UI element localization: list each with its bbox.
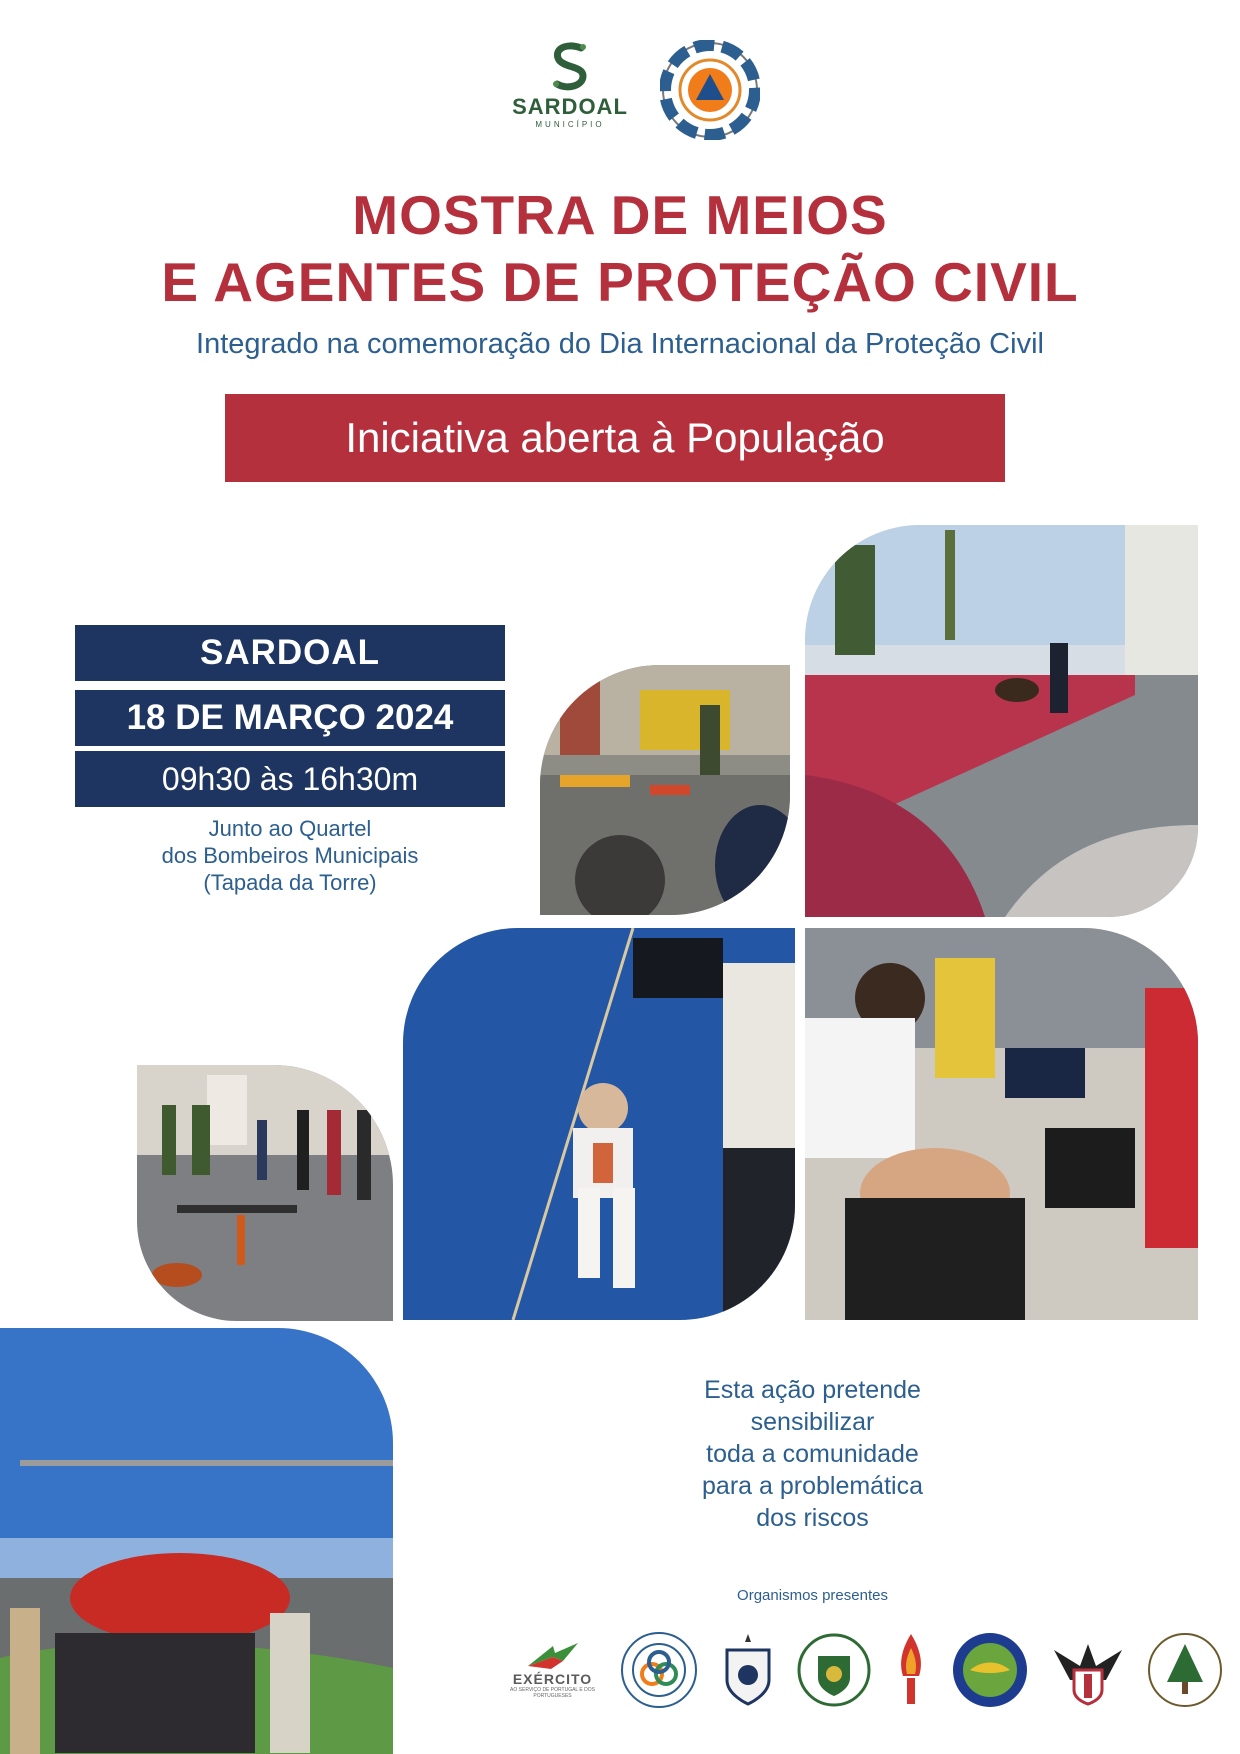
- gnr-logo: [796, 1630, 872, 1710]
- event-date: 18 DE MARÇO 2024: [75, 690, 505, 746]
- civil-protection-logo: [660, 40, 760, 140]
- exercito-name: EXÉRCITO: [512, 1671, 593, 1687]
- message-line: Esta ação pretende: [704, 1376, 921, 1404]
- emergency-authority-logo: [619, 1630, 699, 1710]
- forest-cabinet-logo: [1145, 1630, 1225, 1710]
- flame-emblem-icon: [891, 1630, 931, 1710]
- sardoal-logo-sub: MUNICÍPIO: [535, 120, 605, 129]
- photo-equipment-display-icon: [540, 665, 790, 915]
- location-line: Junto ao Quartel: [208, 816, 372, 841]
- sardoal-municipality-logo: [500, 40, 640, 140]
- message-line: toda a comunidade: [706, 1440, 919, 1468]
- organisms-logos: [505, 1625, 1225, 1715]
- subtitle: Integrado na comemoração do Dia Internacional da Proteção Civil: [196, 328, 1044, 360]
- eagle-crest-icon: [1050, 1630, 1126, 1710]
- location-line: (Tapada da Torre): [203, 870, 377, 895]
- firefighter-force-emblem-icon: [950, 1630, 1030, 1710]
- eagle-coat-of-arms-logo: [1050, 1630, 1126, 1710]
- event-time: 09h30 às 16h30m: [75, 751, 505, 807]
- open-to-public-banner: Iniciativa aberta à População: [225, 394, 1005, 482]
- exercito-flag-icon: [523, 1641, 583, 1671]
- event-place: SARDOAL: [75, 625, 505, 681]
- event-location: [75, 815, 505, 896]
- forest-tree-seal-icon: [1145, 1630, 1225, 1710]
- photo-cpr-training-icon: [805, 928, 1198, 1320]
- exercito-logo: [505, 1641, 600, 1699]
- location-line: dos Bombeiros Municipais: [161, 843, 419, 868]
- photo-rappel-icon: [403, 928, 795, 1320]
- message-line: sensibilizar: [750, 1408, 875, 1436]
- exercito-tagline: AO SERVIÇO DE PORTUGAL E DOS PORTUGUESES: [510, 1687, 595, 1699]
- sardoal-s-icon: [545, 40, 595, 92]
- title-line-2: E AGENTES DE PROTEÇÃO CIVIL: [161, 251, 1079, 313]
- gnr-emblem-icon: [796, 1630, 872, 1710]
- police-logo: [719, 1630, 777, 1710]
- photo-dog-demonstration-icon: [805, 525, 1198, 917]
- civil-protection-emblem-icon: [660, 40, 760, 140]
- message-line: dos riscos: [756, 1504, 869, 1532]
- title-line-1: MOSTRA DE MEIOS: [352, 184, 888, 246]
- unit-flame-logo: [891, 1630, 931, 1710]
- awareness-message: [620, 1374, 1005, 1534]
- photo-helicopter-icon: [0, 1328, 393, 1754]
- emergency-authority-emblem-icon: [619, 1630, 699, 1710]
- special-firefighters-logo: [950, 1630, 1030, 1710]
- sardoal-logo-name: SARDOAL: [512, 94, 628, 119]
- photo-tools-demonstration-icon: [137, 1065, 393, 1321]
- organisms-title: Organismos presentes: [737, 1587, 888, 1604]
- police-shield-icon: [719, 1630, 777, 1710]
- message-line: para a problemática: [702, 1472, 923, 1500]
